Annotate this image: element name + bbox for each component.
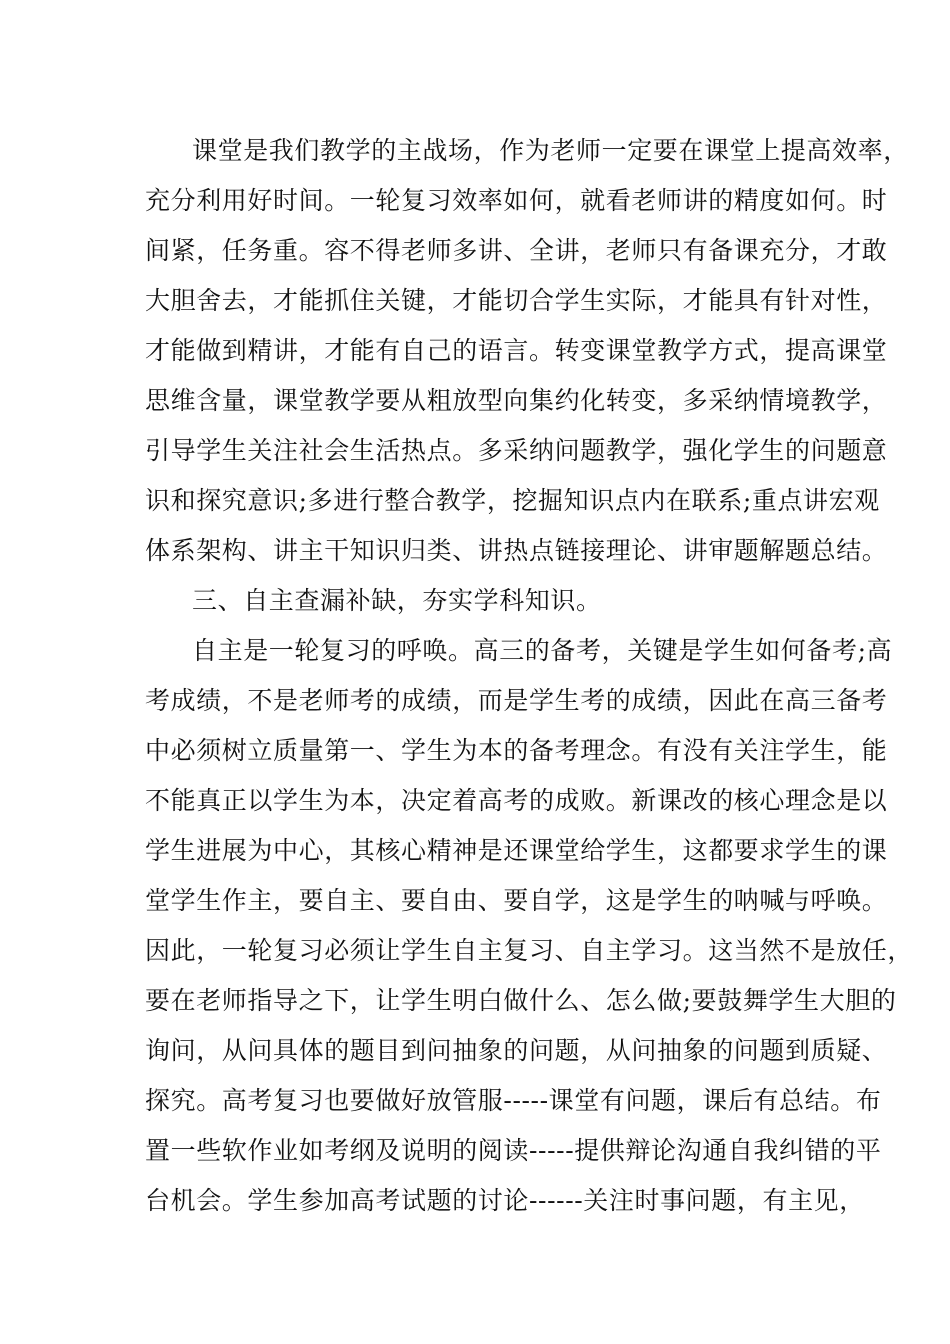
text-line: 要在老师指导之下，让学生明白做什么、怎么做;要鼓舞学生大胆的 — [145, 986, 897, 1015]
text-line: 才能做到精讲，才能有自己的语言。转变课堂教学方式，提高课堂 — [145, 336, 888, 365]
text-line: 引导学生关注社会生活热点。多采纳问题教学，强化学生的问题意 — [145, 436, 888, 465]
text-line: 考成绩，不是老师考的成绩，而是学生考的成绩，因此在高三备考 — [145, 686, 888, 715]
text-line: 大胆舍去，才能抓住关键，才能切合学生实际，才能具有针对性， — [145, 286, 888, 315]
text-line: 置一些软作业如考纲及说明的阅读-----提供辩论沟通自我纠错的平 — [145, 1136, 882, 1165]
text-line: 因此，一轮复习必须让学生自主复习、自主学习。这当然不是放任， — [145, 936, 914, 965]
text-line: 间紧，任务重。容不得老师多讲、全讲，老师只有备课充分，才敢 — [145, 236, 888, 265]
text-line: 不能真正以学生为本，决定着高考的成败。新课改的核心理念是以 — [145, 786, 888, 815]
text-line: 探究。高考复习也要做好放管服-----课堂有问题，课后有总结。布 — [145, 1086, 882, 1115]
text-line: 台机会。学生参加高考试题的讨论------关注时事问题，有主见， — [145, 1186, 865, 1215]
section-heading: 三、自主查漏补缺，夯实学科知识。 — [192, 586, 602, 615]
text-line: 询问，从问具体的题目到问抽象的问题，从问抽象的问题到质疑、 — [145, 1036, 888, 1065]
text-line: 中必须树立质量第一、学生为本的备考理念。有没有关注学生，能 — [145, 736, 888, 765]
text-line: 堂学生作主，要自主、要自由、要自学，这是学生的呐喊与呼唤。 — [145, 886, 888, 915]
text-line: 充分利用好时间。一轮复习效率如何，就看老师讲的精度如何。时 — [145, 186, 888, 215]
text-line: 学生进展为中心，其核心精神是还课堂给学生，这都要求学生的课 — [145, 836, 888, 865]
text-line: 自主是一轮复习的呼唤。高三的备考，关键是学生如何备考;高 — [192, 636, 893, 665]
text-line: 思维含量，课堂教学要从粗放型向集约化转变，多采纳情境教学， — [145, 386, 888, 415]
text-line: 体系架构、讲主干知识归类、讲热点链接理论、讲审题解题总结。 — [145, 536, 888, 565]
text-line: 识和探究意识;多进行整合教学，挖掘知识点内在联系;重点讲宏观 — [145, 486, 880, 515]
text-line: 课堂是我们教学的主战场，作为老师一定要在课堂上提高效率， — [192, 136, 909, 165]
